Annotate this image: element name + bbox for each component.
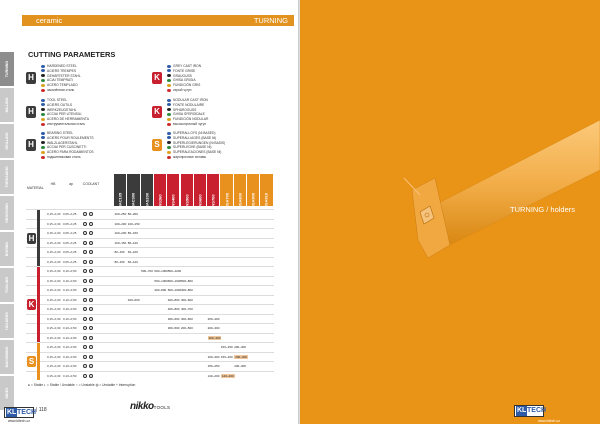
cell-value: 100~200 [114, 231, 127, 235]
cell-hb: 0,15~0,30 [47, 221, 61, 226]
holders-caption: TURNING / holders [510, 205, 576, 214]
row-divider [26, 276, 274, 277]
cell-value: 150~200 [220, 354, 233, 359]
grade-header-nsa700 [220, 174, 232, 209]
grade-header-ns600 [194, 174, 206, 206]
group-bar-k [37, 267, 40, 342]
cell-value: 200~300 [235, 354, 247, 359]
grade-name: NS500 [184, 194, 190, 207]
flag-icon [167, 123, 171, 126]
legend-right-line: NODULAR CAST IRON [173, 98, 208, 102]
brand-suffix: TOOLS [153, 405, 171, 410]
row-divider [26, 371, 274, 372]
legend-right-line: FONTE NODULAIRE [173, 102, 205, 107]
cell-ap: 0,10~0,50 [63, 297, 77, 302]
cell-value: 400~800 [167, 307, 180, 311]
row-divider [26, 304, 274, 305]
grade-name: NS260 [157, 194, 163, 207]
stability-icon [83, 260, 87, 264]
cell-value: 400~600 [127, 297, 140, 302]
row-divider [26, 247, 274, 248]
side-tab-holders[interactable] [0, 304, 14, 338]
grade-header-nsa800 [234, 174, 246, 209]
legend-right-line: SUPERALLIAGES (BASE Ni) [173, 135, 217, 140]
row-divider [26, 285, 274, 286]
grade-name: NSA910 [263, 192, 269, 209]
legend-right-line: SUPERALLOYS (Ni BASED) [173, 131, 216, 135]
flag-icon [41, 99, 45, 102]
stability-icon [83, 355, 87, 359]
legend-right-line: FUNDICIÓN NODULAR [173, 117, 209, 122]
side-tab-tooling[interactable] [0, 268, 14, 302]
legend-left-line: закалённая сталь [47, 88, 75, 92]
logo-kl: KL [7, 409, 17, 416]
legend-left-line: инструментальная сталь [47, 122, 86, 126]
cell-hb: 0,15~0,30 [47, 326, 61, 330]
logo-tech: TECH [17, 409, 37, 416]
cell-value: 300~500 [167, 326, 180, 330]
side-tab-label: HOLDERS [5, 312, 9, 330]
grade-name: NSA900 [250, 192, 256, 209]
grade-name: NS600 [197, 194, 203, 207]
cell-ap: 0,10~0,50 [63, 326, 77, 330]
cell-hb: 0,15~0,30 [47, 297, 61, 302]
row-divider [26, 228, 274, 229]
legend-left-line: TOOL STEEL [47, 98, 68, 102]
header-coolant: COOLANT [82, 182, 100, 186]
cell-value: 200~500 [181, 326, 193, 330]
cell-value: 100~150 [127, 221, 140, 226]
cell-ap: 0,10~0,50 [63, 269, 77, 273]
cell-hb: 0,15~0,30 [47, 231, 61, 235]
flag-icon [41, 136, 45, 139]
cell-value: 80~150 [114, 250, 125, 254]
legend-left-line: ACERO DE HERRAMIENTA [47, 117, 89, 122]
legend-right-line: GHISA GRIGIA [173, 78, 196, 83]
grade-header-nsa910 [260, 174, 272, 209]
stability-icon [89, 307, 93, 311]
right-page [300, 0, 600, 424]
grade-name: NAS200 [144, 192, 150, 209]
stability-icon [83, 279, 87, 283]
flag-icon [167, 113, 171, 116]
side-tab-label: DRILLING [5, 132, 9, 150]
footnote: ● = Stable ◐ = Stable / Unstable ○ = Unstable ◍ = Unstable + interruption [28, 383, 136, 387]
legend-left-line: подшипниковая сталь [47, 155, 81, 159]
legend-right-line: FUNDICIÓN GRIS [173, 83, 201, 88]
grade-name: NSA700 [224, 192, 230, 209]
flag-icon [167, 103, 171, 106]
cell-value: 400~800 [167, 297, 180, 302]
stability-icon [89, 279, 93, 283]
page-number: | 118 [36, 407, 47, 413]
legend-right-line: SPHÄROGUSS [173, 107, 197, 112]
row-divider [26, 238, 274, 239]
legend-left-line: ACERO PARA RODAMIENTOS [47, 150, 94, 155]
flag-icon [41, 141, 45, 144]
stability-icon [83, 222, 87, 226]
stability-icon [83, 212, 87, 216]
cell-value: 400~700 [181, 307, 193, 311]
cell-hb: 0,15~0,30 [47, 354, 61, 359]
legend-right-line: FONTE GRISE [173, 68, 196, 73]
legend-left-line: WERKZEUGSTAHL [47, 107, 77, 112]
flag-icon [167, 99, 171, 102]
group-badge-h: H [28, 233, 35, 243]
flag-icon [41, 123, 45, 126]
side-tab-label: MILLING [5, 97, 9, 113]
side-tab-grooving[interactable] [0, 196, 14, 230]
cell-value: 60~120 [127, 259, 138, 264]
flag-icon [167, 84, 171, 87]
cell-value: 80~150 [127, 231, 138, 235]
stability-icon [89, 250, 93, 254]
legend-right-line: SUPERLEGIERUNGEN (Ni BASIS) [173, 140, 226, 145]
legend-left-line: ACIERS POUR ROULEMENTS [47, 135, 94, 140]
cell-value: 80~150 [114, 259, 125, 264]
flag-icon [41, 103, 45, 106]
cell-value: 150~250 [207, 364, 220, 368]
cell-value: 150~250 [220, 345, 233, 349]
cell-hb: 0,15~0,30 [47, 250, 61, 254]
flag-icon [41, 74, 45, 77]
flag-icon [167, 69, 171, 72]
cell-value: 80~200 [127, 212, 138, 216]
row-divider [26, 323, 274, 324]
logo-kl-right: KL [517, 407, 527, 414]
holder-shank [435, 120, 600, 245]
cell-value: 100~150 [114, 240, 127, 245]
legend-right-badge-k: K [152, 106, 162, 118]
stability-icon [89, 345, 93, 349]
flag-icon [167, 141, 171, 144]
row-divider [26, 333, 274, 334]
legend-right-line: GREY CAST IRON [173, 64, 202, 68]
grade-header-nas200 [141, 174, 153, 209]
cell-ap: 0,10~0,50 [63, 278, 77, 283]
legend-left-line: ACERO TEMPLADO [47, 83, 78, 88]
nikko-tools-logo [130, 401, 170, 412]
legend-left-line: ACIAI TEMPRATI [47, 78, 73, 83]
side-tab-turning[interactable] [0, 52, 14, 86]
stability-icon [89, 260, 93, 264]
stability-icon [83, 364, 87, 368]
flag-icon [41, 69, 45, 72]
cell-value: 500~1000 [167, 288, 182, 292]
grade-header-nac105 [114, 174, 126, 209]
legend-right-line: GHISA SFEROIDALE [173, 112, 205, 117]
cell-ap: 0,10~0,50 [63, 345, 77, 349]
section-label: ceramic [36, 16, 63, 25]
side-tab-label: THREADING [5, 166, 9, 188]
cell-hb: 0,15~0,30 [47, 307, 61, 311]
brand-name: nikko [130, 401, 154, 412]
stability-icon [89, 317, 93, 321]
group-bar-s [37, 343, 40, 380]
row-divider [26, 219, 274, 220]
grade-name: NSA800 [237, 192, 243, 209]
cell-ap: 0,10~0,50 [63, 335, 77, 340]
row-divider [26, 209, 274, 210]
stability-icon [89, 269, 93, 273]
cell-value: 300~600 [181, 316, 193, 321]
stability-icon [83, 231, 87, 235]
stability-icon [83, 326, 87, 330]
cell-ap: 0,10~0,50 [63, 288, 77, 292]
side-tab-index[interactable] [0, 376, 14, 410]
flag-icon [41, 151, 45, 154]
grade-header-ns400 [167, 174, 179, 206]
header-ap: ap [69, 182, 73, 186]
legend-left-line: ACIERS OUTILS [47, 102, 73, 107]
legend-left-line: GEHÄRTETER STAHL [47, 73, 81, 78]
row-divider [26, 361, 274, 362]
grade-name: NS400 [170, 194, 176, 207]
side-tab-boring[interactable] [0, 232, 14, 266]
cell-value: 60~100 [127, 250, 138, 254]
flag-icon [41, 118, 45, 121]
flag-icon [41, 113, 45, 116]
cell-value: 200~300 [234, 364, 246, 368]
stability-icon [89, 241, 93, 245]
legend-left-line: ACCIAI PER CUSCINETTI [47, 145, 87, 150]
flag-icon [167, 156, 171, 159]
legend-right-line: высокопрочный чугун [173, 122, 207, 126]
flag-icon [41, 108, 45, 111]
grade-header-ns700 [207, 174, 219, 206]
cell-value: 500~700 [141, 269, 153, 273]
legend-left-line: HARDENED STEEL [47, 64, 77, 68]
legend-right-badge-k: K [152, 72, 162, 84]
legend-right-line: SUPERALEACIONES (BASE Ni) [173, 150, 222, 155]
grade-header-nac300 [127, 174, 139, 209]
cell-value: 600~1000 [154, 269, 168, 273]
stability-icon [83, 336, 87, 340]
flag-icon [167, 79, 171, 82]
cell-hb: 0,15~0,30 [47, 278, 61, 283]
stability-icon [83, 374, 87, 378]
legend-left-badge-h: H [26, 106, 36, 118]
cell-hb: 0,15~0,30 [47, 288, 61, 292]
cell-value: 500~1000 [154, 278, 168, 283]
logo-tech-right: TECH [527, 407, 547, 414]
grade-name: NAC105 [117, 192, 123, 209]
website-right: www.kltech.cz [538, 419, 560, 423]
side-tab-label: INDEX [5, 387, 9, 399]
cell-value: 600~1000 [167, 278, 182, 283]
legend-left-line: ACCIAI PER UTENSILI [47, 112, 82, 117]
flag-icon [167, 89, 171, 92]
group-badge-k: K [28, 300, 35, 309]
stability-icon [89, 222, 93, 226]
cell-ap: 0,05~0,25 [63, 231, 77, 235]
legend-left-badge-h: H [26, 139, 36, 151]
legend-left-line: WÄLZLAGERSTAHL [47, 140, 78, 145]
stability-icon [83, 241, 87, 245]
stability-icon [89, 212, 93, 216]
grade-header-ns260 [154, 174, 166, 206]
flag-icon [41, 156, 45, 159]
cell-value: 80~120 [127, 240, 138, 245]
legend-right-badge-s: S [152, 139, 162, 151]
flag-icon [41, 146, 45, 149]
cell-value: 140~200 [207, 373, 220, 378]
grade-header-ns500 [181, 174, 193, 206]
cell-ap: 0,05~0,25 [63, 250, 77, 254]
cell-hb: 0,15~0,30 [47, 335, 61, 340]
stability-icon [89, 298, 93, 302]
stability-icon [89, 355, 93, 359]
cell-value: 100~300 [207, 354, 220, 359]
cell-hb: 0,15~0,30 [47, 345, 61, 349]
cell-value: 400~800 [181, 288, 193, 292]
flag-icon [41, 79, 45, 82]
cell-ap: 0,10~0,50 [63, 316, 77, 321]
stability-icon [83, 288, 87, 292]
flag-icon [167, 108, 171, 111]
cell-value: 200~300 [234, 345, 246, 349]
cell-hb: 0,15~0,30 [47, 212, 61, 216]
cell-ap: 0,05~0,25 [63, 259, 77, 264]
flag-icon [167, 132, 171, 135]
stability-icon [89, 336, 93, 340]
stability-icon [83, 250, 87, 254]
cell-value: 400~800 [154, 288, 167, 292]
cell-ap: 0,10~0,50 [63, 364, 77, 368]
cell-hb: 0,15~0,30 [47, 269, 61, 273]
flag-icon [167, 146, 171, 149]
stability-icon [83, 307, 87, 311]
cell-value: 500~800 [181, 278, 193, 283]
row-divider [26, 314, 274, 315]
cell-hb: 0,15~0,30 [47, 259, 61, 264]
stability-icon [83, 317, 87, 321]
side-tab-label: MACHINING [5, 346, 9, 368]
cell-ap: 0,10~0,50 [63, 307, 77, 311]
stability-icon [83, 298, 87, 302]
legend-left-line: BEARING STEEL [47, 131, 74, 135]
flag-icon [41, 132, 45, 135]
kltech-logo [4, 407, 37, 418]
group-bar-h [37, 210, 40, 266]
stability-icon [89, 364, 93, 368]
grade-header-nsa900 [247, 174, 259, 209]
category-label: TURNING [253, 16, 288, 25]
cell-hb: 0,15~0,30 [47, 373, 61, 378]
cell-value: 200~300 [208, 335, 221, 340]
flag-icon [41, 89, 45, 92]
side-tab-machining[interactable] [0, 340, 14, 374]
stability-icon [89, 231, 93, 235]
legend-right-line: GRAUGUSS [173, 73, 192, 78]
row-divider [26, 295, 274, 296]
side-tab-label: TURNING [5, 60, 9, 78]
stability-icon [83, 345, 87, 349]
flag-icon [167, 65, 171, 68]
header-bar [22, 15, 294, 26]
cell-value: 100~250 [114, 212, 127, 216]
side-tab-milling[interactable] [0, 88, 14, 122]
cell-ap: 0,05~0,25 [63, 212, 77, 216]
cell-value: 200~300 [207, 326, 220, 330]
cell-value: 300~600 [167, 316, 180, 321]
side-tab-label: TOOLING [5, 276, 9, 294]
cell-hb: 0,15~0,30 [47, 240, 61, 245]
side-tab-threading[interactable] [0, 160, 14, 194]
legend-left-badge-h: H [26, 72, 36, 84]
legend-right-line: жаропрочные сплавы [173, 155, 207, 159]
flag-icon [167, 118, 171, 121]
coolant-line [404, 178, 420, 195]
header-material: MATERIAL [27, 186, 44, 190]
flag-icon [167, 151, 171, 154]
cell-value: 100~200 [114, 221, 127, 226]
legend-right-line: SUPERLEGHE (BASE Ni) [173, 145, 212, 150]
header-hb: HB [50, 182, 56, 186]
cell-value: 500~1200 [167, 269, 182, 273]
grade-name: NAC300 [130, 192, 136, 209]
cell-hb: 0,15~0,30 [47, 364, 61, 368]
cell-hb: 0,15~0,30 [47, 316, 61, 321]
kltech-logo-right [514, 405, 547, 417]
flag-icon [167, 74, 171, 77]
stability-icon [89, 326, 93, 330]
cell-ap: 0,05~0,25 [63, 240, 77, 245]
cell-ap: 0,10~0,50 [63, 373, 77, 378]
row-divider [26, 342, 274, 343]
cell-value: 120~200 [221, 373, 234, 378]
stability-icon [89, 288, 93, 292]
row-divider [26, 352, 274, 353]
flag-icon [167, 136, 171, 139]
side-tab-label: GROOVING [5, 203, 9, 223]
group-badge-s: S [28, 357, 35, 366]
cell-ap: 0,10~0,50 [63, 354, 77, 359]
website: www.kltech.cz [8, 419, 30, 423]
side-tabs [0, 52, 14, 412]
side-tab-drilling[interactable] [0, 124, 14, 158]
cell-ap: 0,05~0,25 [63, 221, 77, 226]
row-divider [26, 266, 274, 267]
legend-right-line: серый чугун [173, 88, 192, 92]
cell-value: 300~600 [181, 297, 193, 302]
grade-name: NS700 [210, 194, 216, 207]
legend-left-line: ACIERS TREMPES [47, 68, 77, 73]
side-tab-label: BORING [5, 241, 9, 257]
cell-value: 250~400 [207, 316, 220, 321]
flag-icon [41, 65, 45, 68]
row-divider [26, 257, 274, 258]
stability-icon [89, 374, 93, 378]
stability-icon [83, 269, 87, 273]
flag-icon [41, 84, 45, 87]
page-title: CUTTING PARAMETERS [28, 50, 116, 59]
